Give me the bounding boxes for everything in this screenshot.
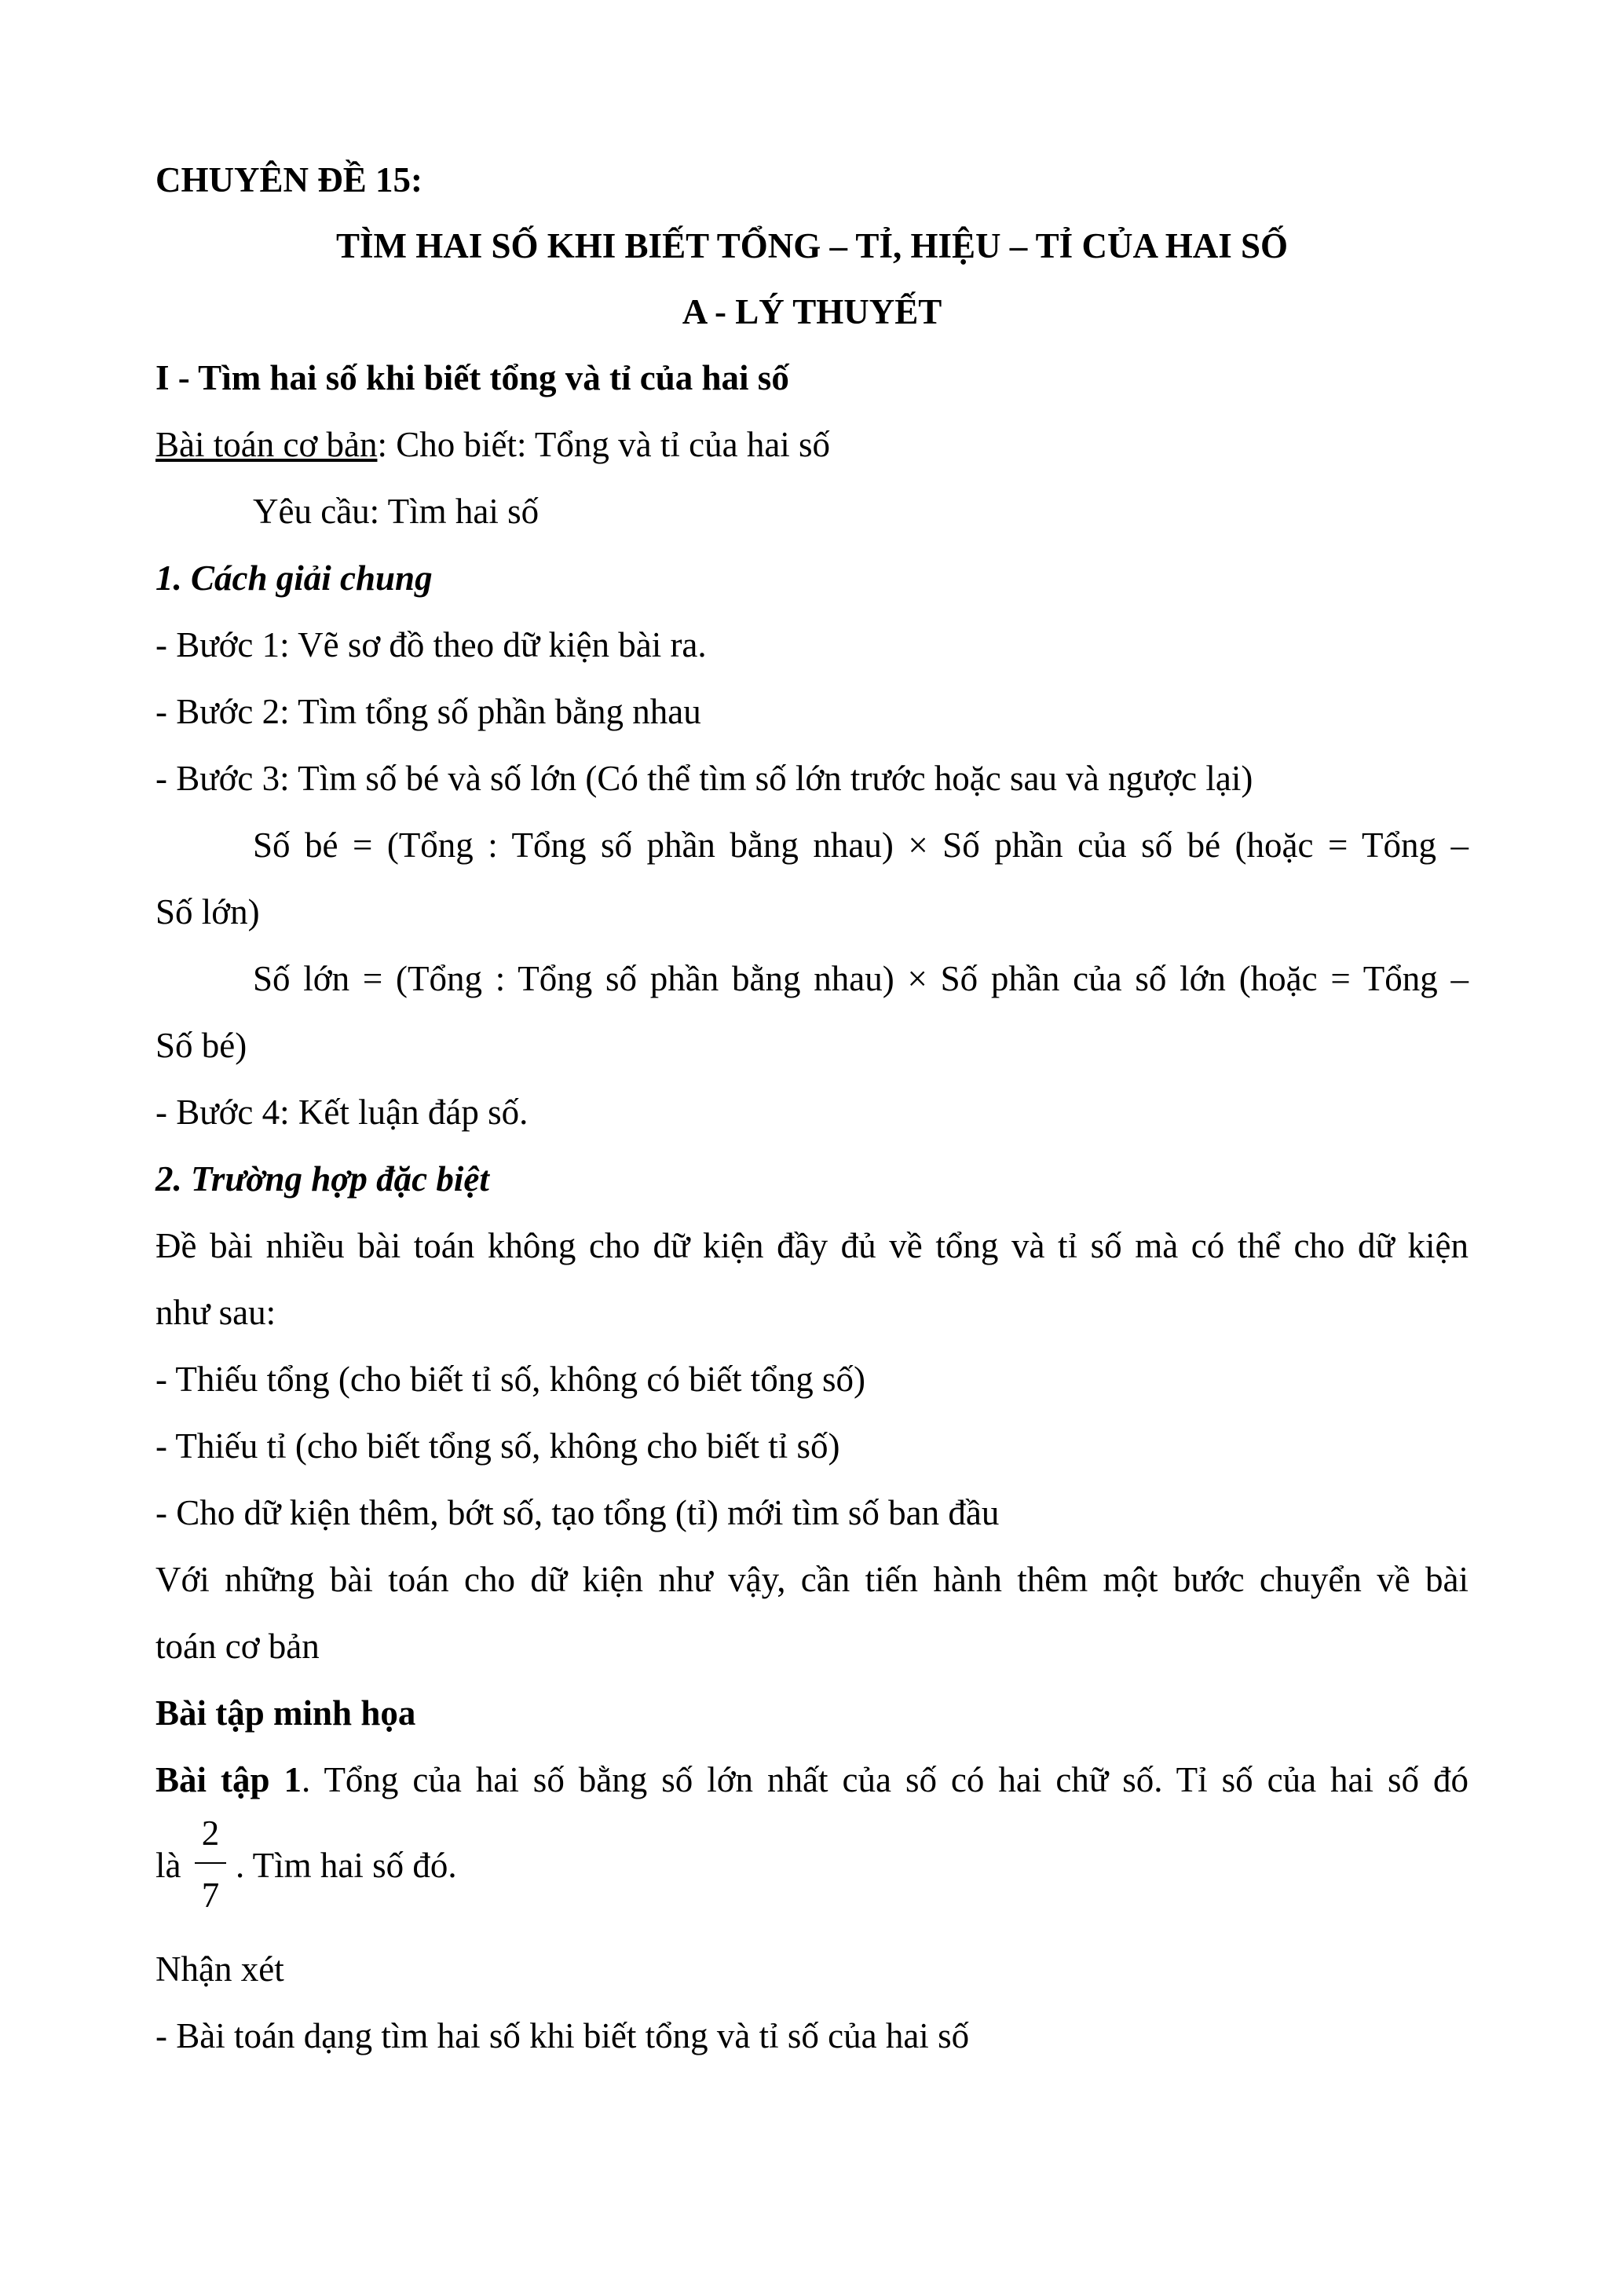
large-number-formula-cont: Số bé): [155, 1026, 247, 1065]
fraction-denominator: 7: [201, 1876, 220, 1915]
small-number-formula: Số bé = (Tổng : Tổng số phần bằng nhau) × Số phần của số bé (hoặc = Tổng –: [253, 825, 1469, 865]
ratio-fraction: [193, 1816, 228, 1913]
basic-problem-text: : Cho biết: Tổng và tỉ của hai số: [377, 425, 831, 464]
step-1: - Bước 1: Vẽ sơ đồ theo dữ kiện bài ra.: [155, 625, 707, 664]
special-note: Với những bài toán cho dữ kiện như vậy, cần tiến hành thêm một bước chuyển về bài: [155, 1560, 1469, 1599]
exercise-1-suffix: . Tìm hai số đó.: [236, 1846, 457, 1885]
case-missing-ratio: - Thiếu tỉ (cho biết tổng số, không cho biết tỉ số): [155, 1426, 840, 1466]
method-heading: 1. Cách giải chung: [155, 558, 433, 598]
exercise-1-prefix: là: [155, 1846, 181, 1885]
requirement-line: Yêu cầu: Tìm hai số: [253, 492, 540, 531]
basic-problem-line: [155, 425, 830, 466]
section-heading: A - LÝ THUYẾT: [682, 292, 942, 331]
basic-problem-label: Bài toán cơ bản: [155, 425, 378, 464]
part1-heading: I - Tìm hai số khi biết tổng và tỉ của hai số: [155, 358, 789, 397]
exercise-1-text: . Tổng của hai số bằng số lớn nhất của số có hai chữ số. Tỉ số của hai số đó: [302, 1760, 1469, 1799]
step-4: - Bước 4: Kết luận đáp số.: [155, 1093, 529, 1132]
exercise-1: [155, 1760, 1469, 1801]
fraction-bar: [195, 1862, 226, 1864]
case-extra-data: - Cho dữ kiện thêm, bớt số, tạo tổng (tỉ) mới tìm số ban đầu: [155, 1493, 1000, 1532]
special-heading: 2. Trường hợp đặc biệt: [155, 1159, 489, 1199]
large-number-formula: Số lớn = (Tổng : Tổng số phần bằng nhau) × Số phần của số lớn (hoặc = Tổng –: [253, 959, 1469, 998]
examples-heading: Bài tập minh họa: [155, 1693, 416, 1733]
step-3: - Bước 3: Tìm số bé và số lớn (Có thể tìm số lớn trước hoặc sau và ngược lại): [155, 759, 1253, 798]
small-number-formula-cont: Số lớn): [155, 892, 260, 932]
remark-heading: Nhận xét: [155, 1949, 284, 1989]
chuyen-de-label: CHUYÊN ĐỀ 15:: [155, 160, 423, 199]
special-intro-cont: như sau:: [155, 1293, 276, 1332]
exercise-1-label: Bài tập 1: [155, 1760, 302, 1799]
case-missing-sum: - Thiếu tổng (cho biết tỉ số, không có biết tổng số): [155, 1360, 866, 1399]
page-title: TÌM HAI SỐ KHI BIẾT TỔNG – TỈ, HIỆU – TỈ CỦA HAI SỐ: [335, 226, 1288, 265]
remark-1: - Bài toán dạng tìm hai số khi biết tổng và tỉ số của hai số: [155, 2016, 970, 2055]
special-intro: Đề bài nhiều bài toán không cho dữ kiện đầy đủ về tổng và tỉ số mà có thể cho dữ kiện: [155, 1226, 1469, 1265]
special-note-cont: toán cơ bản: [155, 1627, 320, 1666]
fraction-numerator: 2: [201, 1814, 220, 1853]
step-2: - Bước 2: Tìm tổng số phần bằng nhau: [155, 692, 701, 731]
